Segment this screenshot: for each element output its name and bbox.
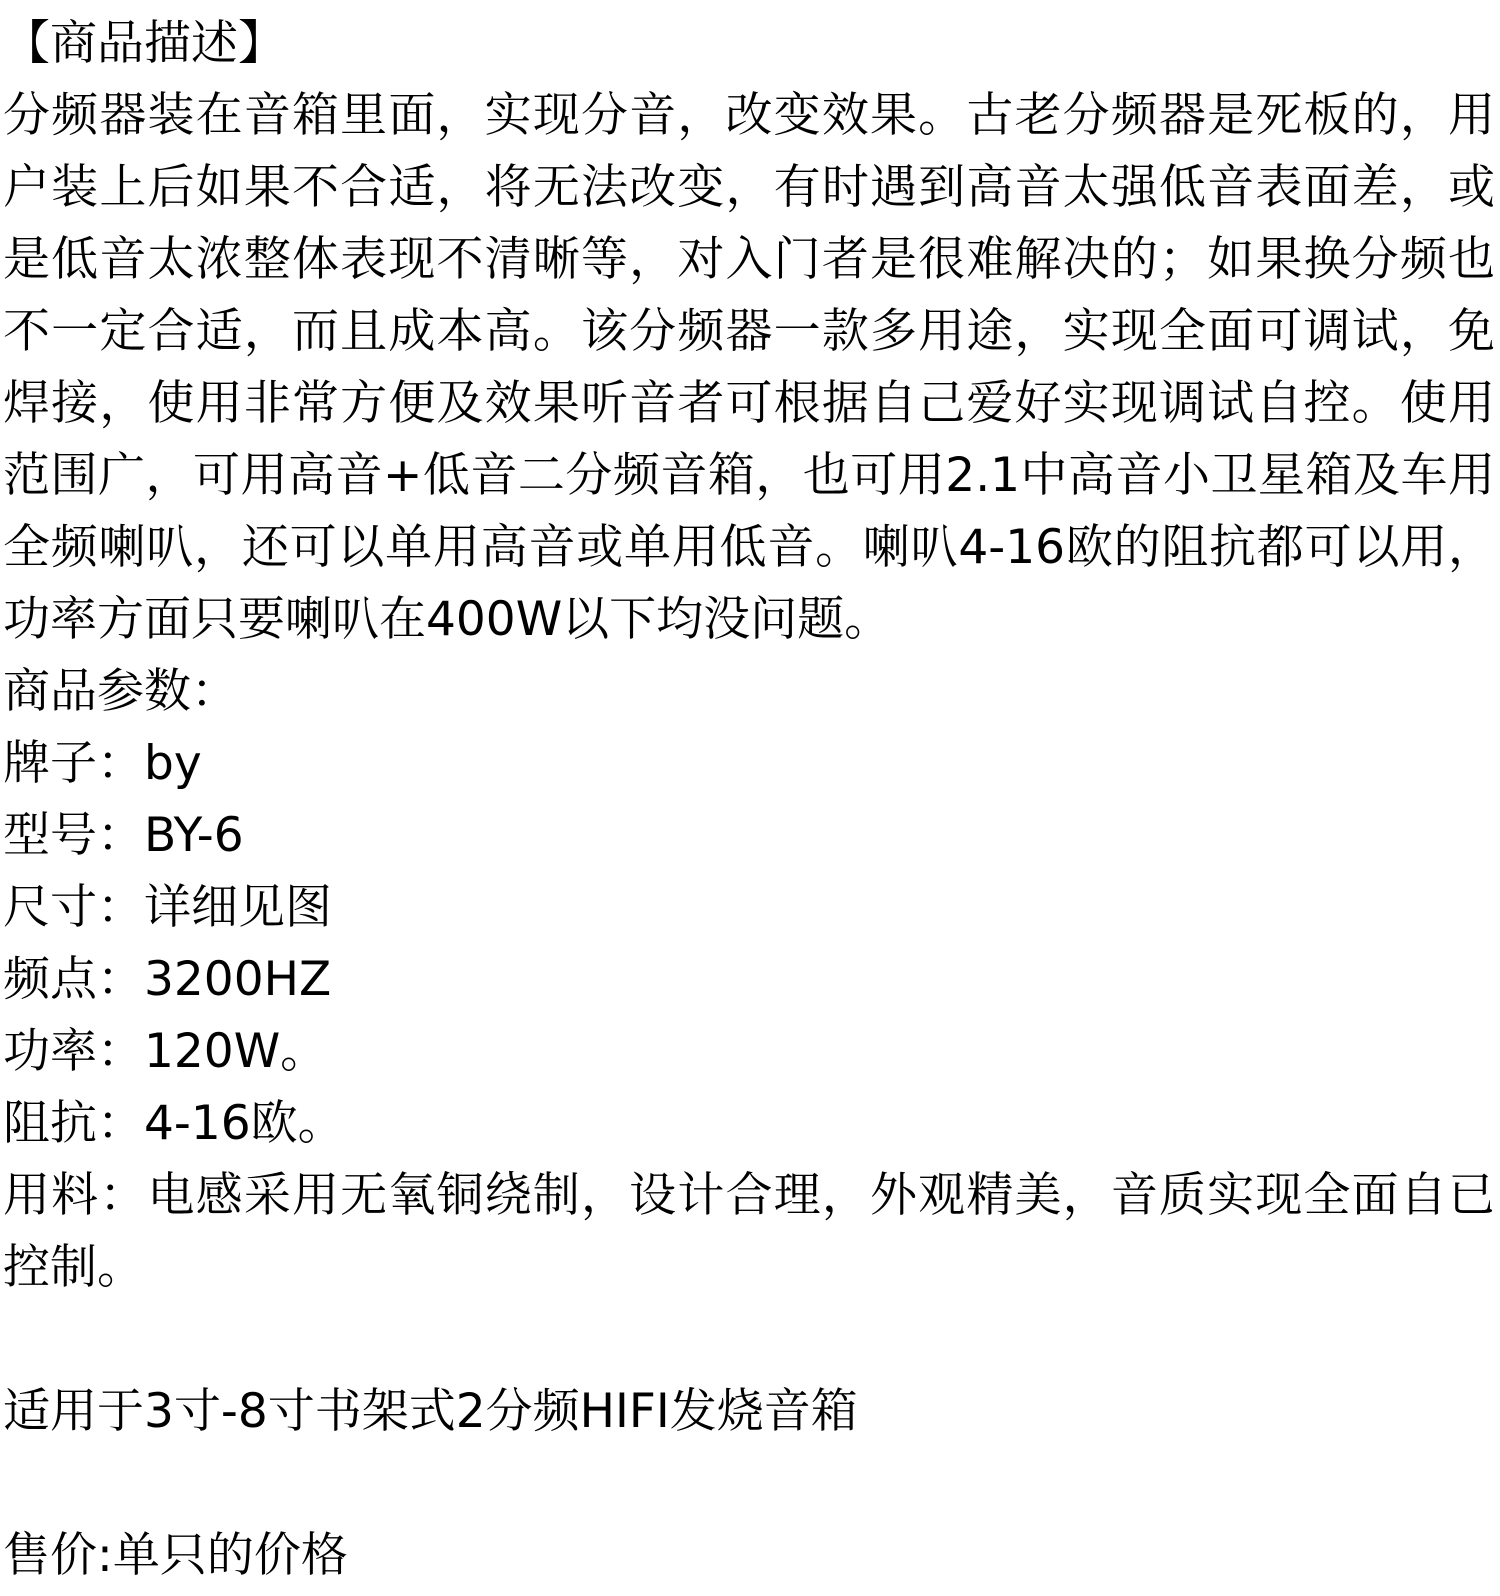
params-heading: 商品参数： bbox=[3, 664, 238, 719]
param-power: 功率：120W。 bbox=[3, 1024, 328, 1079]
blank-line bbox=[3, 1304, 1495, 1376]
section-title: 【商品描述】 bbox=[3, 16, 285, 71]
product-description-document bbox=[3, 8, 1495, 1592]
param-impedance: 阻抗：4-16欧。 bbox=[3, 1096, 345, 1151]
blank-line bbox=[3, 1448, 1495, 1520]
param-frequency: 频点：3200HZ bbox=[3, 952, 332, 1007]
param-brand: 牌子：by bbox=[3, 736, 202, 791]
price-note: 售价:单只的价格 bbox=[3, 1528, 348, 1583]
param-material: 用料：电感采用无氧铜绕制，设计合理，外观精美，音质实现全面自已控制。 bbox=[3, 1168, 1495, 1295]
description-paragraph: 分频器装在音箱里面，实现分音，改变效果。古老分频器是死板的，用户装上后如果不合适，将无法改变，有时遇到高音太强低音表面差，或是低音太浓整体表现不清晰等，对入门者是很难解决的；如果换分频也不一定合适，而且成本高。该分频器一款多用途，实现全面可调试，免焊接，使用非常方便及效果听音者可根据自己爱好实现调试自控。使用范围广，可用高音+低音二分频音箱，也可用2.1中高音小卫星箱及车用全频喇叭，还可以单用高音或单用低音。喇叭4-16欧的阻抗都可以用，功率方面只要喇叭在400W以下均没问题。 bbox=[3, 88, 1495, 647]
param-size: 尺寸：详细见图 bbox=[3, 880, 332, 935]
applicable-note: 适用于3寸-8寸书架式2分频HIFI发烧音箱 bbox=[3, 1384, 858, 1439]
param-model: 型号：BY-6 bbox=[3, 808, 244, 863]
